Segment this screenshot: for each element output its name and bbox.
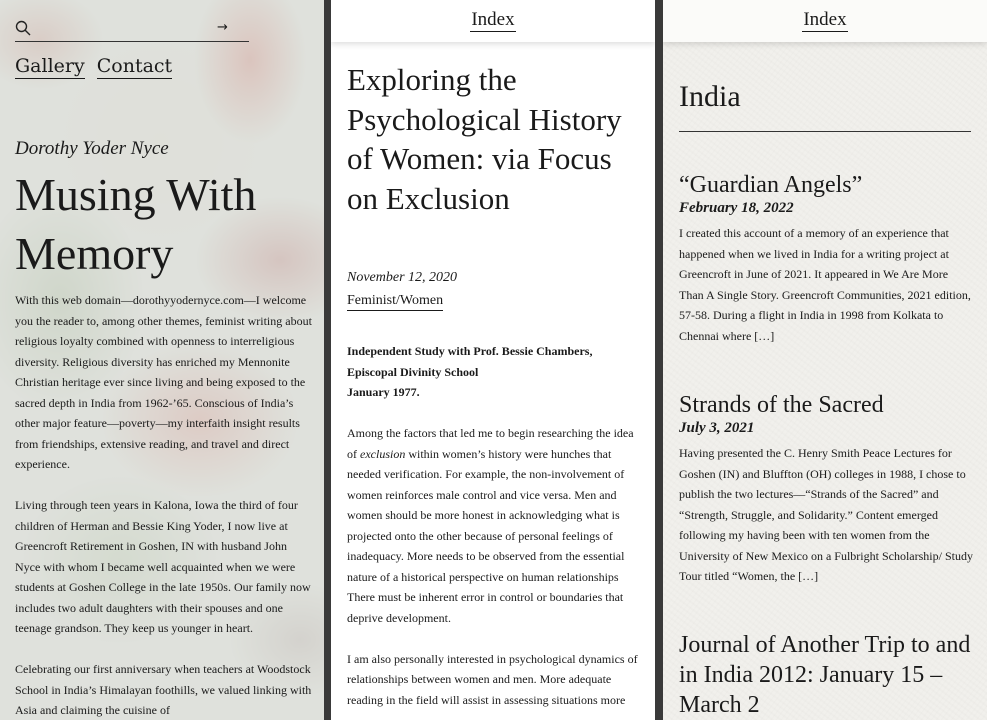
study-info bbox=[347, 341, 643, 403]
article-panel bbox=[331, 0, 655, 720]
post-title-link[interactable]: Journal of Another Trip to and in India 2012: January 15 – March 2 bbox=[679, 632, 971, 718]
article-date: November 12, 2020 bbox=[347, 270, 458, 285]
category-panel bbox=[663, 0, 987, 720]
nav-gallery-link[interactable]: Gallery bbox=[15, 55, 85, 77]
paragraph-text: Among the factors that led me to begin researching the idea of bbox=[347, 426, 634, 461]
intro-text bbox=[15, 290, 315, 720]
paragraph-text: within women’s history were hunches that needed verification. For example, the non-involvement of women reinforces male control and vice versa. Men and women should be more honest in acknowledging what is projected onto the other because of personal feelings of inadequacy. More needs to be observed from the essential nature of a historical perspective on human relationships There must be inherent error in control or boundaries that deprive development. bbox=[347, 446, 625, 625]
index-link[interactable]: Index bbox=[803, 9, 847, 30]
search-bar[interactable] bbox=[15, 20, 249, 42]
article-paragraph: I am also personally interested in psychological dynamics of relationships between women and men. More adequate reading in the field will assist in assessing situations more bbox=[347, 651, 638, 707]
post-date: July 3, 2021 bbox=[679, 420, 755, 436]
main-nav bbox=[15, 55, 172, 79]
paragraph-emphasis: exclusion bbox=[360, 446, 406, 461]
search-submit-arrow[interactable]: → bbox=[217, 20, 228, 35]
study-line: January 1977. bbox=[347, 385, 420, 399]
author-name: Dorothy Yoder Nyce bbox=[15, 138, 169, 159]
index-link[interactable]: Index bbox=[471, 9, 515, 30]
intro-paragraph: Living through teen years in Kalona, Iowa the third of four children of Herman and Bessie King Yoder, I now live at Greencroft Retirement in Goshen, IN with husband John Nyce with whom I became well acquainted when we were students at Goshen College in the late 1950s. Our family now includes two adult daughters with their spouses and one teenage grandson. They keep us younger in heart. bbox=[15, 498, 311, 635]
article-category-link[interactable]: Feminist/Women bbox=[347, 293, 443, 311]
article-topbar bbox=[331, 0, 655, 42]
study-line: Independent Study with Prof. Bessie Chambers, bbox=[347, 344, 593, 358]
study-line: Episcopal Divinity School bbox=[347, 364, 479, 379]
post-item bbox=[679, 630, 974, 720]
post-item bbox=[679, 390, 974, 587]
home-panel bbox=[0, 0, 324, 720]
post-title-link[interactable]: Strands of the Sacred bbox=[679, 392, 884, 418]
search-icon[interactable] bbox=[15, 20, 31, 36]
article-title: Exploring the Psychological History of Women: via Focus on Exclusion bbox=[347, 62, 622, 216]
post-excerpt: I created this account of a memory of an experience that happened when we lived in India for a writing project at Greencroft in June of 2021. It appeared in We Are More Than A Single Story. Greencroft Communities, 2021 edition, 57-58. During a flight in India in 1998 from Kolkata to Chennai where […] bbox=[679, 226, 971, 343]
post-item bbox=[679, 170, 974, 346]
article-paragraph bbox=[347, 423, 643, 628]
post-excerpt: Having presented the C. Henry Smith Peace Lectures for Goshen (IN) and Bluffton (OH) colleges in 1988, I chose to publish the two lectures—“Strands of the Sacred” and “Strength, Struggle, and Solidarity.” Content emerged following my having been with ten women from the University of New Mexico on a Fulbright Scholarship/ Study Tour titled “Women, the […] bbox=[679, 446, 973, 583]
article-body bbox=[347, 341, 643, 720]
post-title-link[interactable]: “Guardian Angels” bbox=[679, 172, 863, 198]
intro-paragraph: Celebrating our first anniversary when teachers at Woodstock School in India’s Himalayan foothills, we valued linking with Asia and claiming the cuisine of bbox=[15, 662, 312, 717]
nav-contact-link[interactable]: Contact bbox=[96, 55, 173, 77]
intro-paragraph: With this web domain—dorothyyodernyce.com—I welcome you the reader to, among other themes, feminist writing about religious loyalty combined with openness to interreligious diversity. Religious diversity has enriched my Mennonite Christian heritage ever since living and being exposed to the sacred depth in India from 1962-’65. Conscious of India’s other major feature—poverty—my interfaith insight results from friendships, extensive reading, and travel and direct experience. bbox=[15, 293, 312, 471]
post-date: February 18, 2022 bbox=[679, 200, 794, 216]
site-title: Musing With Memory bbox=[15, 169, 257, 279]
category-divider bbox=[679, 131, 971, 132]
category-title: India bbox=[679, 80, 741, 113]
category-topbar bbox=[663, 0, 987, 42]
